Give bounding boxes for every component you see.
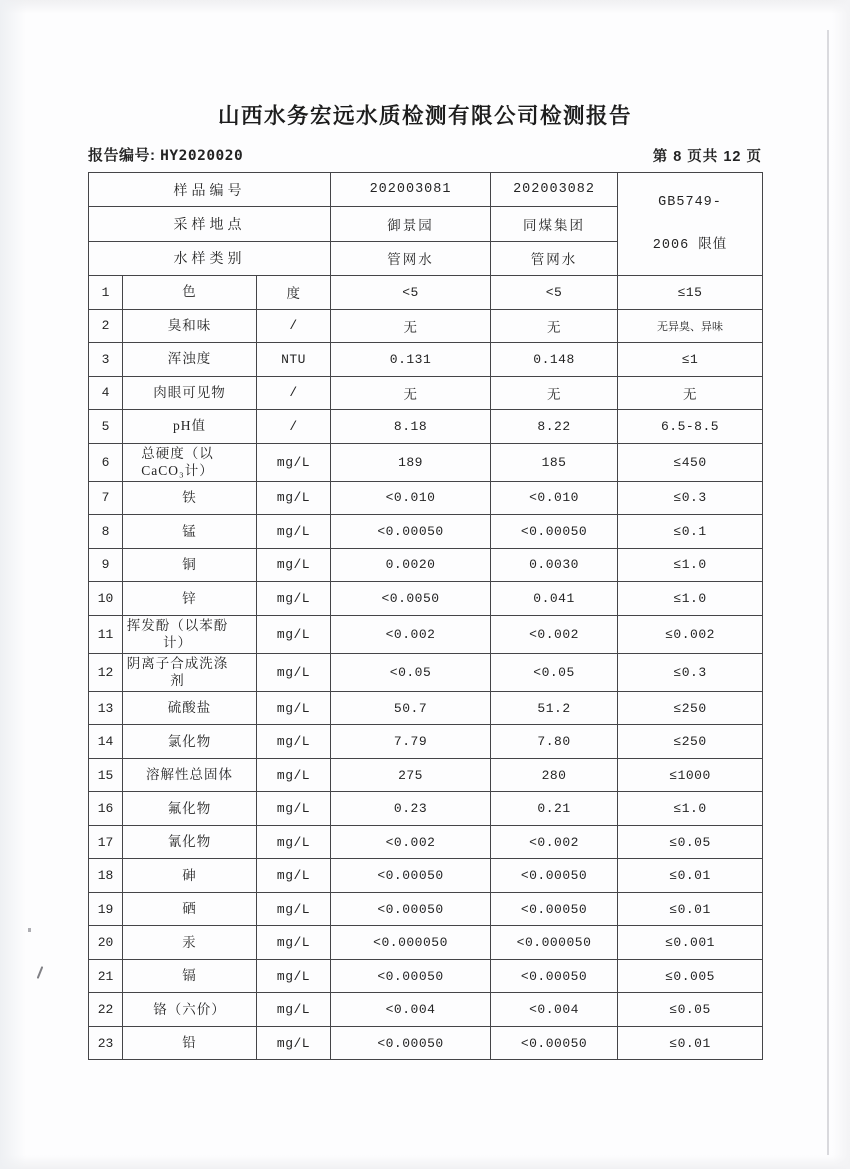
sample-no-1: 202003081 (331, 173, 491, 207)
value-sample1: <5 (331, 276, 491, 310)
param-unit: NTU (257, 343, 331, 377)
location-1: 御景园 (331, 207, 491, 241)
limit-value: ≤1.0 (618, 582, 763, 616)
param-name: 铅 (123, 1026, 257, 1060)
page-title: 山西水务宏远水质检测有限公司检测报告 (217, 104, 632, 128)
row-number: 3 (89, 343, 123, 377)
value-sample2: <0.00050 (491, 515, 618, 549)
param-unit: mg/L (257, 443, 331, 481)
param-name: 臭和味 (123, 309, 257, 343)
value-sample1: <0.00050 (331, 515, 491, 549)
value-sample2: 0.041 (491, 582, 618, 616)
limit-value: ≤0.05 (618, 993, 763, 1027)
table-row (89, 653, 763, 691)
table-row (89, 1026, 763, 1060)
param-name: 铁 (123, 481, 257, 515)
value-sample2: 7.80 (491, 725, 618, 759)
limit-value: ≤450 (618, 443, 763, 481)
table-row (89, 959, 763, 993)
table-row (89, 309, 763, 343)
param-unit: 度 (257, 276, 331, 310)
param-unit: mg/L (257, 959, 331, 993)
table-row (89, 758, 763, 792)
limit-header-line2: 2006 限值 (652, 237, 728, 253)
location-label: 采样地点 (89, 207, 331, 241)
row-number: 16 (89, 792, 123, 826)
limit-value: ≤1.0 (618, 792, 763, 826)
param-unit: mg/L (257, 582, 331, 616)
limit-value: 无 (618, 376, 763, 410)
limit-value: 无异臭、异味 (618, 309, 763, 343)
value-sample2: <0.05 (491, 653, 618, 691)
param-name: 浑浊度 (123, 343, 257, 377)
sample-type-1: 管网水 (331, 241, 491, 275)
row-number: 8 (89, 515, 123, 549)
table-row (89, 993, 763, 1027)
param-unit: mg/L (257, 481, 331, 515)
row-number: 23 (89, 1026, 123, 1060)
value-sample2: 185 (491, 443, 618, 481)
value-sample2: 51.2 (491, 691, 618, 725)
row-number: 2 (89, 309, 123, 343)
row-number: 11 (89, 615, 123, 653)
param-unit: mg/L (257, 515, 331, 549)
limit-value: ≤0.1 (618, 515, 763, 549)
scan-speck-mark (28, 928, 31, 932)
table-row (89, 582, 763, 616)
page-indicator: 第 8 页共 12 页 (652, 149, 762, 165)
table-row (89, 725, 763, 759)
value-sample1: <0.00050 (331, 959, 491, 993)
row-number: 6 (89, 443, 123, 481)
limit-header-line1: GB5749- (658, 195, 722, 211)
value-sample2: <0.00050 (491, 1026, 618, 1060)
table-row (89, 443, 763, 481)
value-sample1: 7.79 (331, 725, 491, 759)
value-sample2: <0.00050 (491, 892, 618, 926)
param-name: 氯化物 (123, 725, 257, 759)
limit-value: ≤1 (618, 343, 763, 377)
param-unit: / (257, 309, 331, 343)
limit-value: ≤0.05 (618, 825, 763, 859)
row-number: 13 (89, 691, 123, 725)
value-sample2: 0.0030 (491, 548, 618, 582)
limit-value: ≤0.3 (618, 653, 763, 691)
table-row (89, 892, 763, 926)
table-row (89, 515, 763, 549)
limit-value: ≤0.01 (618, 892, 763, 926)
limit-value: ≤0.01 (618, 1026, 763, 1060)
location-2: 同煤集团 (491, 207, 618, 241)
param-unit: mg/L (257, 653, 331, 691)
row-number: 9 (89, 548, 123, 582)
limit-value: ≤0.002 (618, 615, 763, 653)
value-sample2: <5 (491, 276, 618, 310)
param-name: 总硬度（以CaCO₃计） (123, 443, 257, 481)
limit-value: ≤0.005 (618, 959, 763, 993)
row-number: 22 (89, 993, 123, 1027)
param-name: 肉眼可见物 (123, 376, 257, 410)
param-name: 汞 (123, 926, 257, 960)
value-sample2: <0.00050 (491, 959, 618, 993)
param-unit: mg/L (257, 758, 331, 792)
value-sample1: <0.00050 (331, 892, 491, 926)
header-row-sample-no (89, 173, 763, 207)
scan-stroke-mark (37, 966, 44, 979)
limit-column-header-lines (620, 174, 760, 274)
value-sample2: <0.002 (491, 615, 618, 653)
table-row (89, 548, 763, 582)
sample-no-label: 样品编号 (89, 173, 331, 207)
report-number-value: HY2020020 (160, 148, 244, 164)
param-unit: mg/L (257, 993, 331, 1027)
report-number (88, 144, 243, 165)
report-number-label: 报告编号: (88, 147, 156, 164)
sample-no-2: 202003082 (491, 173, 618, 207)
limit-value: ≤1000 (618, 758, 763, 792)
table-row (89, 691, 763, 725)
value-sample1: <0.002 (331, 615, 491, 653)
row-number: 12 (89, 653, 123, 691)
param-unit: mg/L (257, 615, 331, 653)
limit-value: 6.5-8.5 (618, 410, 763, 444)
param-unit: mg/L (257, 825, 331, 859)
table-row (89, 276, 763, 310)
value-sample2: <0.00050 (491, 859, 618, 893)
param-name: 硫酸盐 (123, 691, 257, 725)
row-number: 15 (89, 758, 123, 792)
value-sample1: 275 (331, 758, 491, 792)
param-name: 砷 (123, 859, 257, 893)
param-name: 锰 (123, 515, 257, 549)
param-unit: mg/L (257, 792, 331, 826)
limit-column-header (618, 173, 763, 276)
table-row (89, 859, 763, 893)
param-unit: / (257, 410, 331, 444)
value-sample1: 无 (331, 376, 491, 410)
row-number: 7 (89, 481, 123, 515)
param-unit: mg/L (257, 548, 331, 582)
value-sample2: 无 (491, 309, 618, 343)
param-name: 硒 (123, 892, 257, 926)
results-table-header (89, 173, 763, 276)
limit-value: ≤1.0 (618, 548, 763, 582)
row-number: 19 (89, 892, 123, 926)
value-sample1: 0.23 (331, 792, 491, 826)
sample-type-2: 管网水 (491, 241, 618, 275)
row-number: 20 (89, 926, 123, 960)
param-name: pH值 (123, 410, 257, 444)
row-number: 5 (89, 410, 123, 444)
param-unit: / (257, 376, 331, 410)
param-unit: mg/L (257, 1026, 331, 1060)
param-unit: mg/L (257, 725, 331, 759)
value-sample1: <0.004 (331, 993, 491, 1027)
value-sample2: <0.004 (491, 993, 618, 1027)
report-meta-row (88, 144, 762, 166)
value-sample2: 0.21 (491, 792, 618, 826)
param-name: 铬（六价） (123, 993, 257, 1027)
value-sample2: <0.002 (491, 825, 618, 859)
table-row (89, 926, 763, 960)
param-name: 溶解性总固体 (123, 758, 257, 792)
param-name: 阴离子合成洗涤剂 (123, 653, 257, 691)
param-name: 氟化物 (123, 792, 257, 826)
value-sample1: 0.131 (331, 343, 491, 377)
value-sample1: <0.002 (331, 825, 491, 859)
value-sample1: 0.0020 (331, 548, 491, 582)
limit-value: ≤0.3 (618, 481, 763, 515)
param-unit: mg/L (257, 691, 331, 725)
scan-paper-edge (827, 30, 829, 1155)
table-row (89, 825, 763, 859)
table-row (89, 376, 763, 410)
table-row (89, 343, 763, 377)
param-unit: mg/L (257, 926, 331, 960)
value-sample2: 无 (491, 376, 618, 410)
value-sample1: <0.00050 (331, 859, 491, 893)
row-number: 1 (89, 276, 123, 310)
value-sample2: 0.148 (491, 343, 618, 377)
value-sample2: 8.22 (491, 410, 618, 444)
param-unit: mg/L (257, 859, 331, 893)
table-row (89, 615, 763, 653)
value-sample1: 8.18 (331, 410, 491, 444)
param-name: 氰化物 (123, 825, 257, 859)
limit-value: ≤0.01 (618, 859, 763, 893)
param-name: 色 (123, 276, 257, 310)
limit-value: ≤250 (618, 725, 763, 759)
table-row (89, 410, 763, 444)
table-row (89, 481, 763, 515)
value-sample1: 无 (331, 309, 491, 343)
value-sample2: <0.010 (491, 481, 618, 515)
row-number: 10 (89, 582, 123, 616)
value-sample2: <0.000050 (491, 926, 618, 960)
row-number: 18 (89, 859, 123, 893)
limit-value: ≤250 (618, 691, 763, 725)
value-sample1: <0.010 (331, 481, 491, 515)
row-number: 4 (89, 376, 123, 410)
value-sample1: <0.0050 (331, 582, 491, 616)
param-unit: mg/L (257, 892, 331, 926)
row-number: 21 (89, 959, 123, 993)
param-name: 挥发酚（以苯酚计） (123, 615, 257, 653)
value-sample1: 189 (331, 443, 491, 481)
row-number: 14 (89, 725, 123, 759)
row-number: 17 (89, 825, 123, 859)
results-table-body (89, 276, 763, 1060)
results-table (88, 172, 763, 1060)
limit-value: ≤15 (618, 276, 763, 310)
value-sample1: <0.000050 (331, 926, 491, 960)
value-sample2: 280 (491, 758, 618, 792)
sample-type-label: 水样类别 (89, 241, 331, 275)
param-name: 镉 (123, 959, 257, 993)
value-sample1: <0.05 (331, 653, 491, 691)
param-name: 铜 (123, 548, 257, 582)
value-sample1: 50.7 (331, 691, 491, 725)
limit-value: ≤0.001 (618, 926, 763, 960)
param-name: 锌 (123, 582, 257, 616)
value-sample1: <0.00050 (331, 1026, 491, 1060)
table-row (89, 792, 763, 826)
